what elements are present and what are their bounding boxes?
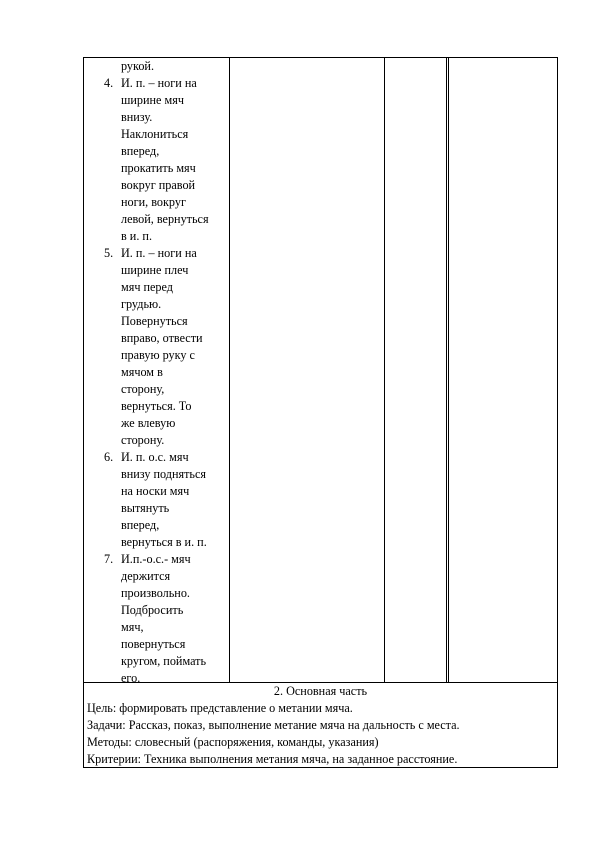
exercise-line: ширине мяч	[121, 93, 184, 107]
exercise-line: мячом в	[121, 365, 163, 379]
exercise-line: И. п. о.с. мяч	[121, 450, 189, 464]
exercise-line: повернуться	[121, 637, 186, 651]
exercise-line: Повернуться	[121, 314, 188, 328]
exercise-line: левой, вернуться	[121, 212, 209, 226]
exercise-line: И. п. – ноги на	[121, 246, 197, 260]
exercise-line: на носки мяч	[121, 484, 190, 498]
exercise-line: прокатить мяч	[121, 161, 196, 175]
exercise-number: 5.	[104, 246, 114, 260]
column-divider	[384, 58, 385, 682]
exercise-line: вернуться в и. п.	[121, 535, 207, 549]
exercise-line: правую руку с	[121, 348, 195, 362]
exercise-line: мяч перед	[121, 280, 173, 294]
exercise-line: Наклониться	[121, 127, 189, 141]
exercise-number: 6.	[104, 450, 114, 464]
exercise-line: внизу.	[121, 110, 153, 124]
main-part-title: 2. Основная часть	[273, 684, 368, 698]
exercise-line: вытянуть	[121, 501, 170, 515]
goal-text: Цель: формировать представление о метании мяча.	[87, 701, 353, 715]
exercise-line: сторону.	[121, 433, 165, 447]
exercise-line: вперед,	[121, 144, 160, 158]
tasks-text: Задачи: Рассказ, показ, выполнение метание мяча на дальность с места.	[87, 718, 460, 732]
column-divider	[446, 58, 447, 682]
exercise-line: ширине плеч	[121, 263, 189, 277]
exercise-number: 7.	[104, 552, 114, 566]
exercise-line: вперед,	[121, 518, 160, 532]
column-divider	[448, 58, 449, 682]
row-divider	[84, 682, 557, 683]
exercise-line: рукой.	[121, 59, 154, 73]
exercise-line: И.п.-о.с.- мяч	[121, 552, 191, 566]
exercise-line: ноги, вокруг	[121, 195, 186, 209]
exercise-line: вокруг правой	[121, 178, 196, 192]
exercise-line: мяч,	[121, 620, 144, 634]
exercise-line: грудью.	[121, 297, 162, 311]
exercise-line: И. п. – ноги на	[121, 76, 197, 90]
exercise-line: в и. п.	[121, 229, 152, 243]
exercise-line: внизу подняться	[121, 467, 206, 481]
exercise-line: держится	[121, 569, 171, 583]
exercise-line: вправо, отвести	[121, 331, 203, 345]
exercise-line: Подбросить	[121, 603, 184, 617]
criteria-text: Критерии: Техника выполнения метания мяча, на заданное расстояние.	[87, 752, 458, 766]
methods-text: Методы: словесный (распоряжения, команды, указания)	[87, 735, 379, 749]
exercise-line: же влевую	[121, 416, 176, 430]
exercise-number: 4.	[104, 76, 114, 90]
exercise-line: произвольно.	[121, 586, 190, 600]
exercise-line: его.	[121, 671, 141, 685]
exercise-line: кругом, поймать	[121, 654, 207, 668]
lesson-table	[83, 57, 558, 768]
exercise-line: сторону,	[121, 382, 165, 396]
column-divider	[229, 58, 230, 682]
exercise-line: вернуться. То	[121, 399, 192, 413]
exercise-cell	[84, 58, 229, 685]
